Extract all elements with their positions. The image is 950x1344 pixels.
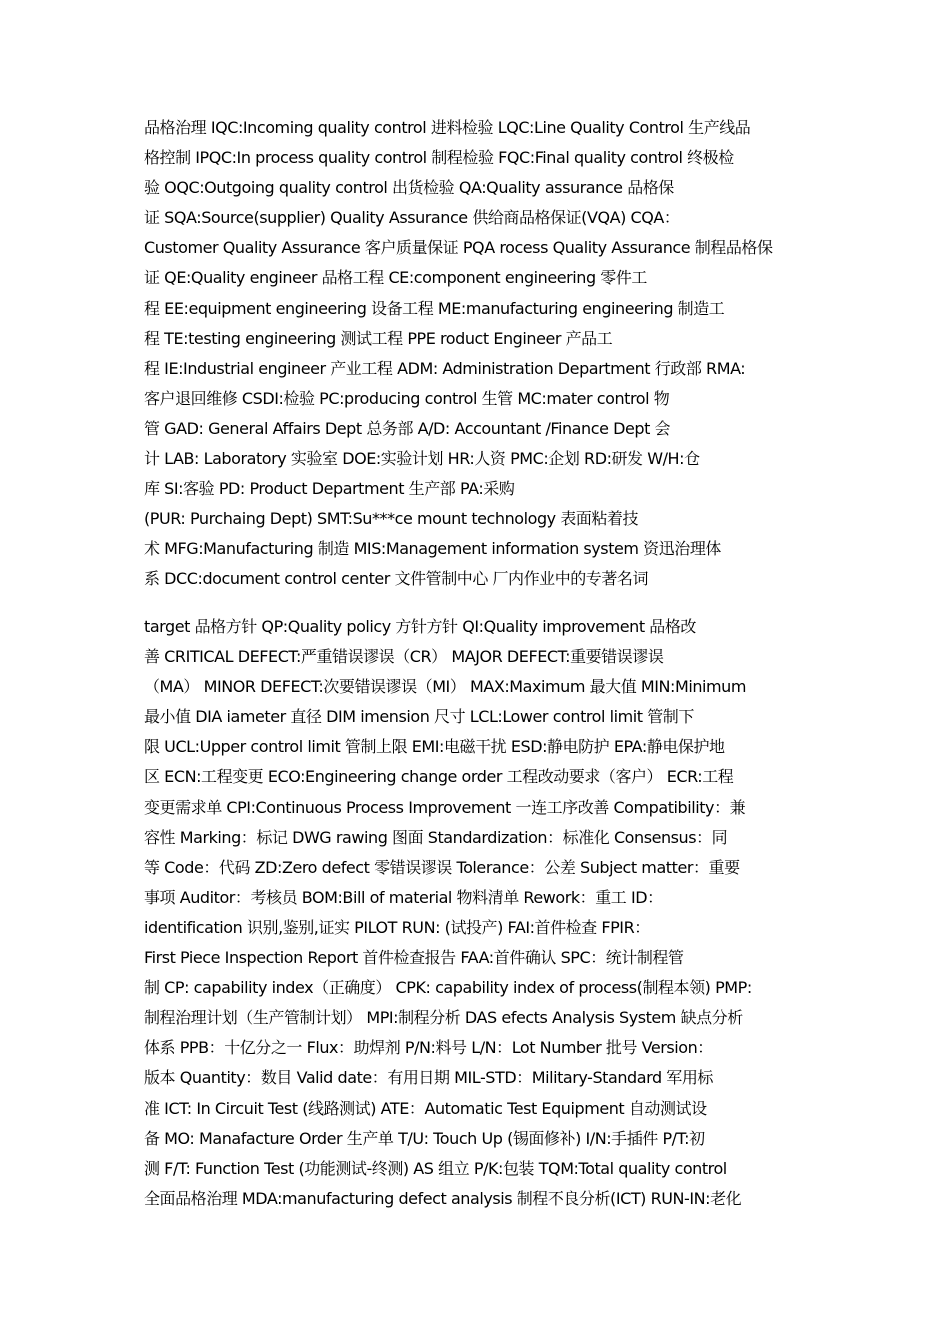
text-line: 制程治理计划（生产管制计划） MPI:制程分析 DAS efects Analysis System 缺点分析 bbox=[144, 1008, 743, 1028]
text-line: 限 UCL:Upper control limit 管制上限 EMI:电磁干扰 ESD:静电防护 EPA:静电保护地 bbox=[144, 737, 725, 757]
text-line: 等 Code：代码 ZD:Zero defect 零错误谬误 Tolerance：公差 Subject matter：重要 bbox=[144, 857, 740, 877]
text-line: Customer Quality Assurance 客户质量保证 PQA rocess Quality Assurance 制程品格保 bbox=[144, 238, 773, 258]
text-line: 最小值 DIA iameter 直径 DIM imension 尺寸 LCL:Lower control limit 管制下 bbox=[144, 707, 694, 727]
text-line: 容性 Marking：标记 DWG rawing 图面 Standardization：标准化 Consensus：同 bbox=[144, 827, 728, 847]
text-line: 事项 Auditor：考核员 BOM:Bill of material 物料清单 Rework：重工 ID： bbox=[144, 887, 663, 907]
text-line: 程 IE:Industrial engineer 产业工程 ADM: Administration Department 行政部 RMA: bbox=[144, 358, 746, 378]
text-line: 体系 PPB：十亿分之一 Flux：助焊剂 P/N:料号 L/N：Lot Number 批号 Version： bbox=[144, 1038, 713, 1058]
text-line: 证 SQA:Source(supplier) Quality Assurance 供给商品格保证(VQA) CQA： bbox=[144, 208, 680, 228]
text-line: 版本 Quantity：数目 Valid date：有用日期 MIL-STD：Military-Standard 军用标 bbox=[144, 1068, 713, 1088]
text-line: target 品格方针 QP:Quality policy 方针方针 QI:Quality improvement 品格改 bbox=[144, 617, 696, 636]
text-line: 变更需求单 CPI:Continuous Process Improvement 一连工序改善 Compatibility：兼 bbox=[144, 797, 746, 817]
text-line: 全面品格治理 MDA:manufacturing defect analysis 制程不良分析(ICT) RUN-IN:老化 bbox=[144, 1188, 742, 1208]
text-line: 区 ECN:工程变更 ECO:Engineering change order 工程改动要求（客户） ECR:工程 bbox=[144, 767, 734, 787]
text-line: 系 DCC:document control center 文件管制中心 厂内作业中的专著名词 bbox=[144, 569, 648, 589]
text-line: 管 GAD: General Affairs Dept 总务部 A/D: Accountant /Finance Dept 会 bbox=[144, 418, 671, 438]
text-line: 证 QE:Quality engineer 品格工程 CE:component engineering 零件工 bbox=[144, 268, 647, 288]
text-line: 程 TE:testing engineering 测试工程 PPE roduct Engineer 产品工 bbox=[144, 328, 613, 348]
text-line: First Piece Inspection Report 首件检查报告 FAA:首件确认 SPC：统计制程管 bbox=[144, 948, 684, 968]
paragraph-terms-departments bbox=[144, 113, 824, 595]
text-line: 程 EE:equipment engineering 设备工程 ME:manufacturing engineering 制造工 bbox=[144, 298, 725, 318]
text-line: 测 F/T: Function Test (功能测试-终测) AS 组立 P/K:包装 TQM:Total quality control bbox=[144, 1158, 727, 1178]
text-line: 计 LAB: Laboratory 实验室 DOE:实验计划 HR:人资 PMC:企划 RD:研发 W/H:仓 bbox=[144, 449, 700, 469]
text-line: 制 CP: capability index（正确度） CPK: capability index of process(制程本领) PMP: bbox=[144, 978, 752, 998]
text-line: identification 识别,鉴别,证实 PILOT RUN: (试投产) FAI:首件检查 FPIR： bbox=[144, 917, 650, 937]
paragraph-terms-quality bbox=[144, 612, 824, 1214]
text-line: 善 CRITICAL DEFECT:严重错误谬误（CR） MAJOR DEFECT:重要错误谬误 bbox=[144, 647, 664, 667]
text-line: 格控制 IPQC:In process quality control 制程检验 FQC:Final quality control 终极检 bbox=[144, 148, 734, 168]
text-line: (PUR: Purchaing Dept) SMT:Su***ce mount technology 表面粘着技 bbox=[144, 509, 639, 529]
text-line: 客户退回维修 CSDI:检验 PC:producing control 生管 MC:mater control 物 bbox=[144, 388, 670, 408]
text-line: 术 MFG:Manufacturing 制造 MIS:Management information system 资迅治理体 bbox=[144, 539, 721, 559]
text-line: （MA） MINOR DEFECT:次要错误谬误（MI） MAX:Maximum 最大值 MIN:Minimum bbox=[144, 677, 746, 697]
text-line: 验 OQC:Outgoing quality control 出货检验 QA:Quality assurance 品格保 bbox=[144, 178, 674, 198]
text-line: 品格治理 IQC:Incoming quality control 进料检验 LQC:Line Quality Control 生产线品 bbox=[144, 118, 751, 137]
text-line: 库 SI:客验 PD: Product Department 生产部 PA:采购 bbox=[144, 479, 515, 499]
text-line: 备 MO: Manafacture Order 生产单 T/U: Touch Up (锡面修补) I/N:手插件 P/T:初 bbox=[144, 1128, 705, 1148]
text-line: 准 ICT: In Circuit Test (线路测试) ATE：Automatic Test Equipment 自动测试设 bbox=[144, 1098, 707, 1118]
